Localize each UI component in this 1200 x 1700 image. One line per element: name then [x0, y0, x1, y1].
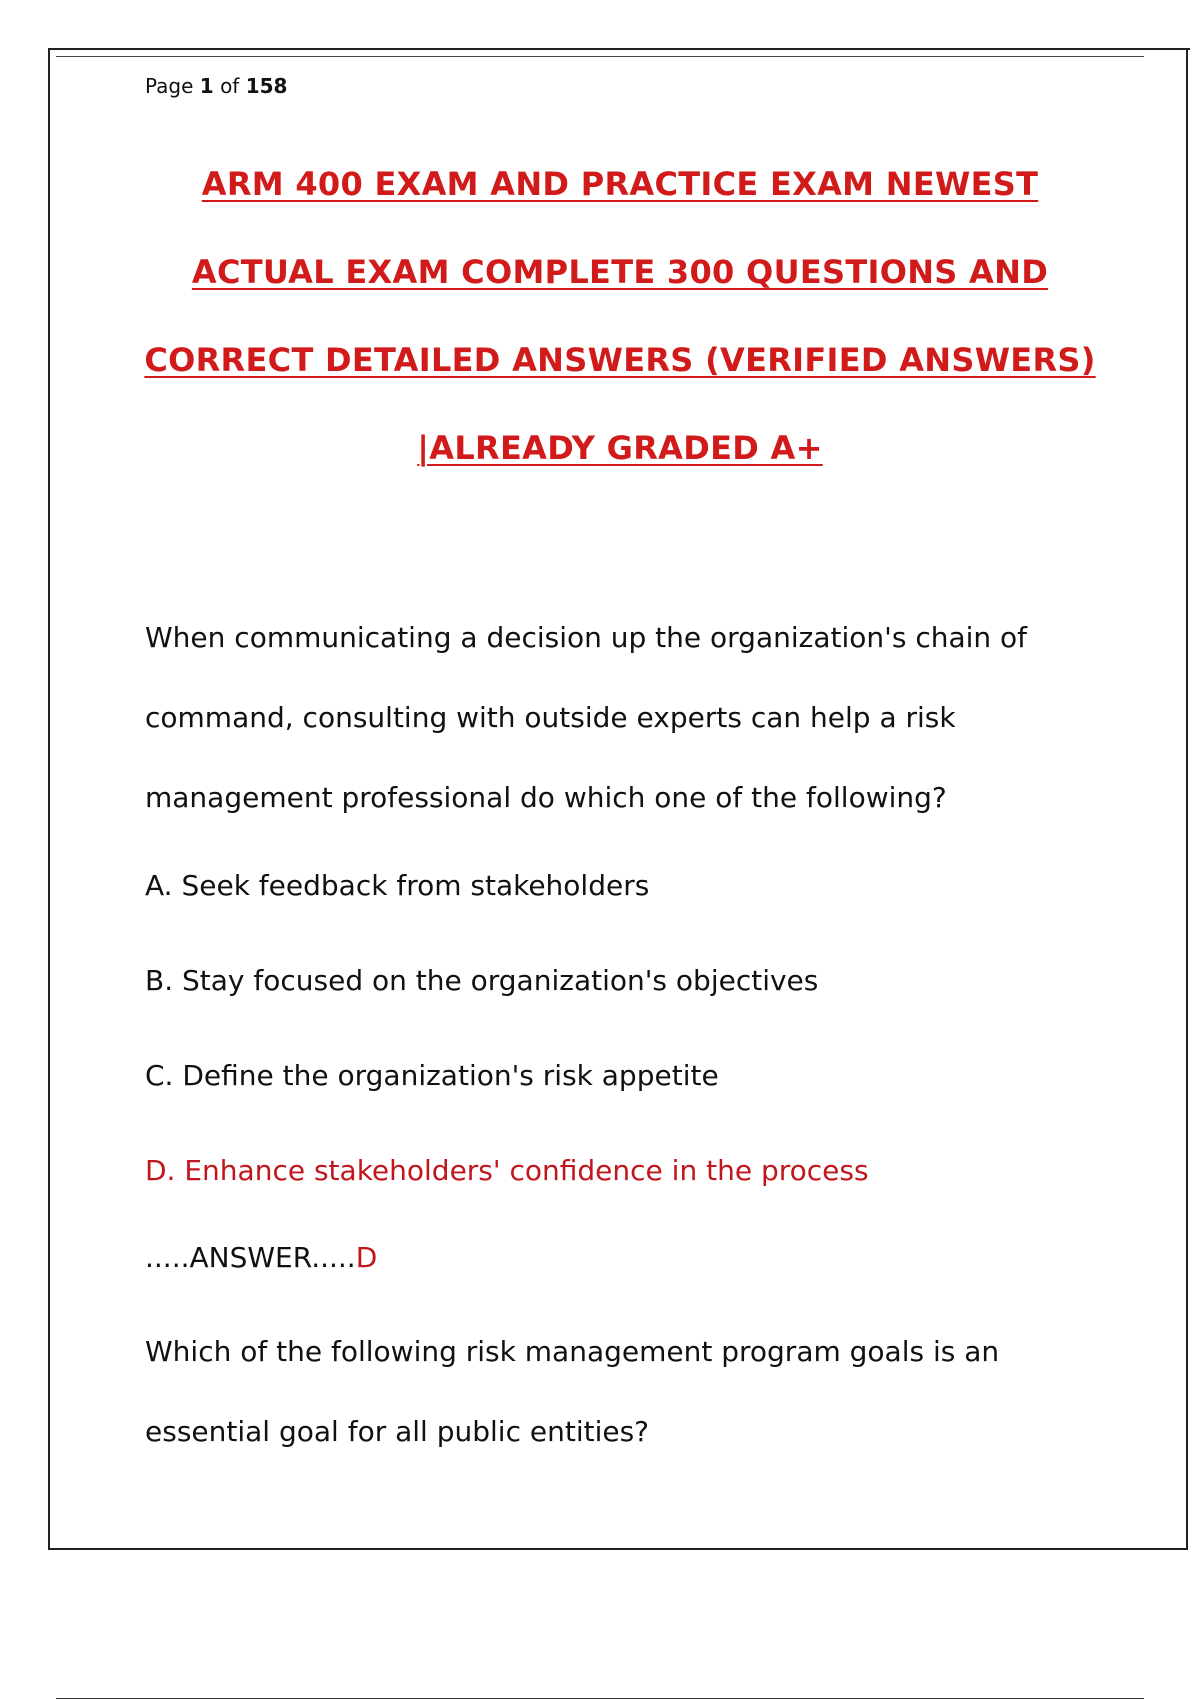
question-2-line-2: essential goal for all public entities? — [145, 1415, 650, 1448]
option-a: A. Seek feedback from stakeholders — [145, 869, 650, 902]
page-of: of — [220, 74, 240, 98]
question-content — [145, 598, 1105, 1472]
question-2-line-1: Which of the following risk management program goals is an — [145, 1335, 1000, 1368]
title-line-3: CORRECT DETAILED ANSWERS (VERIFIED ANSWERS) — [144, 341, 1096, 379]
option-b: B. Stay focused on the organization's objectives — [145, 964, 819, 997]
question-1-line-1: When communicating a decision up the organization's chain of — [145, 621, 1028, 654]
question-1-line-3: management professional do which one of the following? — [145, 781, 947, 814]
document-title — [100, 140, 1140, 492]
bottom-page-rule — [56, 1698, 1144, 1699]
question-1-line-2: command, consulting with outside experts can help a risk — [145, 701, 956, 734]
page-number — [145, 74, 287, 98]
option-d-correct: D. Enhance stakeholders' confidence in the process — [145, 1154, 869, 1187]
answer-line — [145, 1218, 1105, 1298]
title-line-2: ACTUAL EXAM COMPLETE 300 QUESTIONS AND — [191, 253, 1049, 291]
answer-prefix: .....ANSWER..... — [145, 1241, 356, 1274]
option-c: C. Define the organization's risk appetite — [145, 1059, 719, 1092]
answer-letter: D — [355, 1241, 378, 1274]
title-line-4: |ALREADY GRADED A+ — [417, 429, 823, 467]
page-current: 1 — [199, 74, 214, 98]
page-total: 158 — [245, 74, 288, 98]
page-label: Page — [145, 74, 194, 98]
title-line-1: ARM 400 EXAM AND PRACTICE EXAM NEWEST — [201, 165, 1039, 203]
